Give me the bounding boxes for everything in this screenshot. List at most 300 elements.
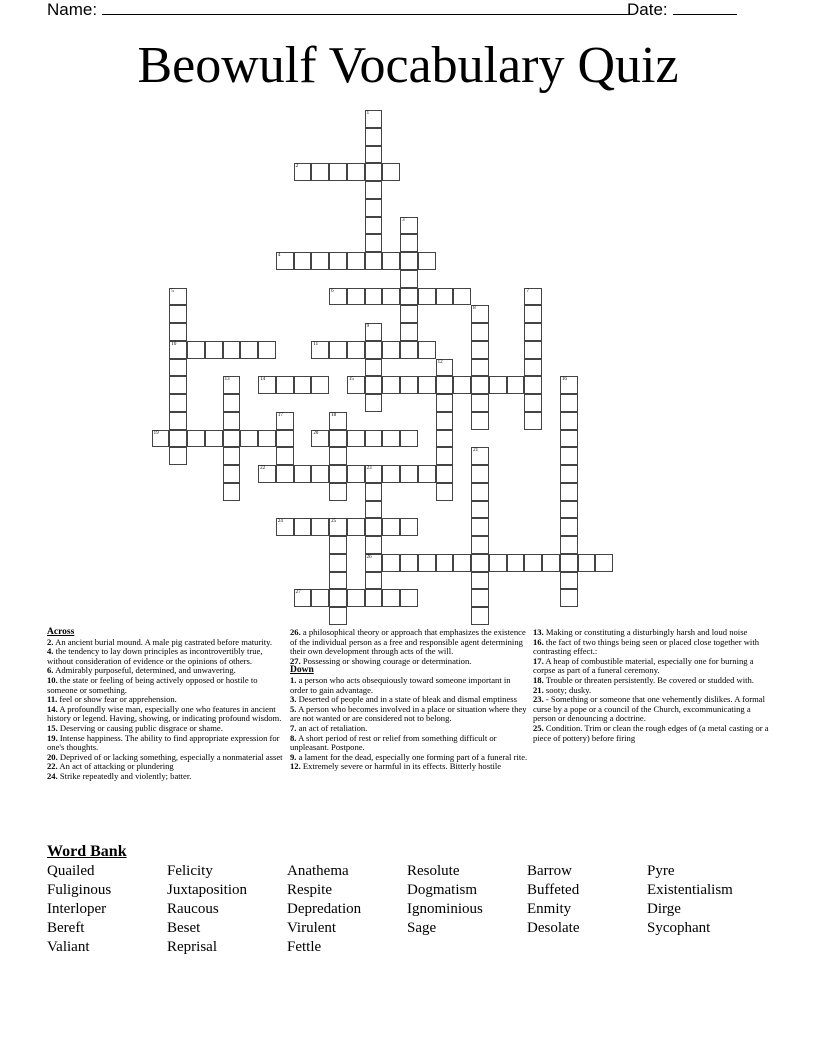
clue-number: 19 xyxy=(153,430,159,436)
grid-cell[interactable] xyxy=(507,376,525,394)
grid-cell[interactable] xyxy=(276,518,294,536)
grid-cell[interactable] xyxy=(382,163,400,181)
grid-cell[interactable] xyxy=(365,554,383,572)
grid-cell[interactable] xyxy=(471,465,489,483)
grid-cell[interactable] xyxy=(560,430,578,448)
word-bank-item: Existentialism xyxy=(647,882,733,898)
grid-cell[interactable] xyxy=(311,518,329,536)
grid-cell[interactable] xyxy=(524,305,542,323)
grid-cell[interactable] xyxy=(578,554,596,572)
grid-cell[interactable] xyxy=(365,589,383,607)
clue-number: 18 xyxy=(331,412,337,418)
grid-cell[interactable] xyxy=(329,288,347,306)
grid-cell[interactable] xyxy=(365,572,383,590)
grid-cell[interactable] xyxy=(365,146,383,164)
grid-cell[interactable] xyxy=(294,589,312,607)
grid-cell[interactable] xyxy=(471,341,489,359)
grid-cell[interactable] xyxy=(365,181,383,199)
grid-cell[interactable] xyxy=(471,501,489,519)
clue-number: 8 xyxy=(473,306,476,312)
grid-cell[interactable] xyxy=(524,554,542,572)
clue-text: Making or constituting a disturbingly harsh and loud noise xyxy=(543,627,748,637)
word-bank-item: Beset xyxy=(167,920,201,936)
grid-cell[interactable] xyxy=(276,447,294,465)
grid-cell[interactable] xyxy=(329,430,347,448)
word-bank-item: Sycophant xyxy=(647,920,711,936)
word-bank-item: Dirge xyxy=(647,901,681,917)
grid-cell[interactable] xyxy=(560,589,578,607)
grid-cell[interactable] xyxy=(329,341,347,359)
grid-cell[interactable] xyxy=(223,376,241,394)
grid-cell[interactable] xyxy=(400,252,418,270)
grid-cell[interactable] xyxy=(187,430,205,448)
clue-number: 21 xyxy=(473,448,479,454)
grid-cell[interactable] xyxy=(187,341,205,359)
clue-text: Deserted of people and in a state of bleak and dismal emptiness xyxy=(296,694,517,705)
clue-number: 16 xyxy=(561,377,567,383)
clue-down xyxy=(290,762,530,772)
grid-cell[interactable] xyxy=(329,163,347,181)
grid-cell[interactable] xyxy=(400,305,418,323)
grid-cell[interactable] xyxy=(276,376,294,394)
grid-cell[interactable] xyxy=(365,163,383,181)
clue-text: a philosophical theory or approach that emphasizes the existence of the individual person as a free and responsible agent determining their own development through acts of the will. xyxy=(290,627,526,657)
grid-cell[interactable] xyxy=(382,589,400,607)
word-bank-item: Quailed xyxy=(47,863,95,879)
grid-cell[interactable] xyxy=(365,501,383,519)
grid-cell[interactable] xyxy=(223,394,241,412)
clue-text: a person who acts obsequiously toward someone important in order to gain advantage. xyxy=(290,674,511,695)
grid-cell[interactable] xyxy=(489,554,507,572)
clue-number: 10 xyxy=(171,341,177,347)
word-bank-item: Barrow xyxy=(527,863,572,879)
grid-cell[interactable] xyxy=(400,430,418,448)
grid-cell[interactable] xyxy=(436,394,454,412)
word-bank-title: Word Bank xyxy=(47,843,127,860)
grid-cell[interactable] xyxy=(169,305,187,323)
grid-cell[interactable] xyxy=(329,412,347,430)
grid-cell[interactable] xyxy=(400,554,418,572)
grid-cell[interactable] xyxy=(365,483,383,501)
grid-cell[interactable] xyxy=(400,234,418,252)
word-bank-item: Enmity xyxy=(527,901,572,917)
clue-number: 3 xyxy=(402,217,405,223)
grid-cell[interactable] xyxy=(560,483,578,501)
grid-cell[interactable] xyxy=(152,430,170,448)
grid-cell[interactable] xyxy=(400,288,418,306)
grid-cell[interactable] xyxy=(436,376,454,394)
grid-cell[interactable] xyxy=(294,376,312,394)
grid-cell[interactable] xyxy=(169,394,187,412)
grid-cell[interactable] xyxy=(560,536,578,554)
clue-number: 26 xyxy=(366,554,372,560)
clue-number: 3. xyxy=(290,694,297,705)
grid-cell[interactable] xyxy=(471,447,489,465)
grid-cell[interactable] xyxy=(418,554,436,572)
grid-cell[interactable] xyxy=(436,359,454,377)
grid-cell[interactable] xyxy=(560,412,578,430)
grid-cell[interactable] xyxy=(365,234,383,252)
clues-column-2 xyxy=(290,628,530,772)
grid-cell[interactable] xyxy=(311,252,329,270)
grid-cell[interactable] xyxy=(365,465,383,483)
grid-cell[interactable] xyxy=(436,288,454,306)
grid-cell[interactable] xyxy=(347,518,365,536)
grid-cell[interactable] xyxy=(382,376,400,394)
grid-cell[interactable] xyxy=(382,518,400,536)
grid-cell[interactable] xyxy=(347,288,365,306)
section-heading: Across xyxy=(47,627,75,637)
word-bank-item: Resolute xyxy=(407,863,460,879)
clue-down xyxy=(533,724,773,743)
clue-down xyxy=(290,734,530,753)
grid-cell[interactable] xyxy=(453,288,471,306)
grid-cell[interactable] xyxy=(524,288,542,306)
grid-cell[interactable] xyxy=(329,607,347,625)
clue-across xyxy=(47,734,287,753)
grid-cell[interactable] xyxy=(329,589,347,607)
clue-number: 26. xyxy=(290,627,301,637)
clues-column-1 xyxy=(47,628,287,782)
grid-cell[interactable] xyxy=(471,305,489,323)
grid-cell[interactable] xyxy=(400,465,418,483)
grid-cell[interactable] xyxy=(471,394,489,412)
grid-cell[interactable] xyxy=(524,359,542,377)
grid-cell[interactable] xyxy=(311,163,329,181)
grid-cell[interactable] xyxy=(471,589,489,607)
clue-text: Admirably purposeful, determined, and unwavering. xyxy=(53,665,236,676)
clue-across xyxy=(290,628,530,657)
grid-cell[interactable] xyxy=(489,376,507,394)
word-bank-item: Raucous xyxy=(167,901,219,917)
grid-cell[interactable] xyxy=(329,252,347,270)
grid-cell[interactable] xyxy=(347,430,365,448)
grid-cell[interactable] xyxy=(205,430,223,448)
grid-cell[interactable] xyxy=(258,430,276,448)
grid-cell[interactable] xyxy=(223,447,241,465)
clue-number: 9 xyxy=(366,324,370,329)
grid-cell[interactable] xyxy=(347,252,365,270)
grid-cell[interactable] xyxy=(542,554,560,572)
clue-number: 13. xyxy=(533,627,544,637)
clue-number: 6 xyxy=(331,288,334,294)
grid-cell[interactable] xyxy=(169,288,187,306)
clue-across xyxy=(47,705,287,724)
clue-number: 15 xyxy=(348,377,354,383)
grid-cell[interactable] xyxy=(347,589,365,607)
clue-number: 20. xyxy=(47,751,58,762)
grid-cell[interactable] xyxy=(471,554,489,572)
grid-cell[interactable] xyxy=(258,376,276,394)
clue-text: Condition. Trim or clean the rough edges of (a metal casting or a piece of pottery) before firing xyxy=(533,722,769,743)
grid-cell[interactable] xyxy=(382,341,400,359)
grid-cell[interactable] xyxy=(471,572,489,590)
clue-text: A heap of combustible material, especially one for burning a corpse as part of a funeral ceremony. xyxy=(533,655,754,676)
grid-cell[interactable] xyxy=(223,483,241,501)
grid-cell[interactable] xyxy=(436,447,454,465)
grid-cell[interactable] xyxy=(276,430,294,448)
clue-number: 7 xyxy=(526,288,529,294)
clue-number: 2. xyxy=(47,636,54,647)
clue-number: 18. xyxy=(533,674,544,685)
clue-number: 11. xyxy=(47,694,58,705)
grid-cell[interactable] xyxy=(436,465,454,483)
clue-number: 23. xyxy=(533,694,544,705)
clue-text: the tendency to lay down principles as incontrovertibly true, without consideration of evidence or the opinions of others. xyxy=(47,646,263,666)
clue-down xyxy=(533,695,773,724)
grid-cell[interactable] xyxy=(311,376,329,394)
grid-cell[interactable] xyxy=(365,518,383,536)
grid-cell[interactable] xyxy=(560,447,578,465)
grid-cell[interactable] xyxy=(294,252,312,270)
word-bank-item: Anathema xyxy=(287,863,349,879)
grid-cell[interactable] xyxy=(436,483,454,501)
clue-down xyxy=(533,657,773,676)
grid-cell[interactable] xyxy=(329,447,347,465)
name-blank-line[interactable] xyxy=(102,0,630,15)
grid-cell[interactable] xyxy=(418,465,436,483)
grid-cell[interactable] xyxy=(258,341,276,359)
clue-number: 22. xyxy=(47,761,58,772)
word-bank-item: Fuliginous xyxy=(47,882,112,898)
clue-number: 27. xyxy=(290,655,301,666)
grid-cell[interactable] xyxy=(276,465,294,483)
grid-cell[interactable] xyxy=(205,341,223,359)
grid-cell[interactable] xyxy=(418,341,436,359)
grid-cell[interactable] xyxy=(560,501,578,519)
word-bank-item: Pyre xyxy=(647,863,675,879)
grid-cell[interactable] xyxy=(365,199,383,217)
clue-text: - Something or someone that one vehemently dislikes. A formal curse by a pope or a council of the Church, excommunicating a person or denouncing a doctrine. xyxy=(533,694,766,724)
grid-cell[interactable] xyxy=(382,465,400,483)
grid-cell[interactable] xyxy=(524,394,542,412)
grid-cell[interactable] xyxy=(329,465,347,483)
grid-cell[interactable] xyxy=(400,376,418,394)
grid-cell[interactable] xyxy=(471,536,489,554)
clue-text: Extremely severe or harmful in its effects. Bitterly hostile xyxy=(300,761,502,772)
clue-text: an act of retaliation. xyxy=(296,722,368,733)
grid-cell[interactable] xyxy=(365,394,383,412)
grid-cell[interactable] xyxy=(400,323,418,341)
grid-cell[interactable] xyxy=(347,465,365,483)
clue-across xyxy=(47,647,287,666)
clue-number: 11 xyxy=(313,341,319,347)
clue-text: Possessing or showing courage or determination. xyxy=(300,655,472,666)
clue-across xyxy=(47,772,287,782)
clue-across xyxy=(290,657,530,667)
clue-number: 24. xyxy=(47,770,58,781)
grid-cell[interactable] xyxy=(453,376,471,394)
clue-text: the state or feeling of being actively opposed or hostile to someone or something. xyxy=(47,674,258,695)
grid-cell[interactable] xyxy=(453,554,471,572)
clue-text: An act of attacking or plundering xyxy=(57,761,174,772)
word-bank-item: Ignominious xyxy=(407,901,483,917)
grid-cell[interactable] xyxy=(169,412,187,430)
clue-number: 7. xyxy=(290,722,297,733)
grid-cell[interactable] xyxy=(365,252,383,270)
grid-cell[interactable] xyxy=(169,323,187,341)
grid-cell[interactable] xyxy=(365,288,383,306)
grid-cell[interactable] xyxy=(311,589,329,607)
grid-cell[interactable] xyxy=(329,572,347,590)
grid-cell[interactable] xyxy=(329,536,347,554)
grid-cell[interactable] xyxy=(471,359,489,377)
grid-cell[interactable] xyxy=(347,163,365,181)
grid-cell[interactable] xyxy=(169,447,187,465)
grid-cell[interactable] xyxy=(365,536,383,554)
grid-cell[interactable] xyxy=(169,376,187,394)
date-blank-line[interactable] xyxy=(673,0,737,15)
clue-number: 10. xyxy=(47,674,58,685)
grid-cell[interactable] xyxy=(560,376,578,394)
grid-cell[interactable] xyxy=(400,341,418,359)
grid-cell[interactable] xyxy=(169,430,187,448)
clue-number: 12 xyxy=(437,359,443,365)
grid-cell[interactable] xyxy=(560,394,578,412)
grid-cell[interactable] xyxy=(169,341,187,359)
clue-text: Deprived of or lacking something, especially a nonmaterial asset xyxy=(57,751,283,762)
grid-cell[interactable] xyxy=(365,341,383,359)
grid-cell[interactable] xyxy=(240,341,258,359)
grid-cell[interactable] xyxy=(365,430,383,448)
grid-cell[interactable] xyxy=(400,270,418,288)
grid-cell[interactable] xyxy=(382,554,400,572)
clue-number: 9. xyxy=(290,751,297,762)
clue-number: 24 xyxy=(277,519,283,525)
word-bank-item: Bereft xyxy=(47,920,85,936)
grid-cell[interactable] xyxy=(560,572,578,590)
grid-cell[interactable] xyxy=(382,252,400,270)
clue-number: 14. xyxy=(47,703,58,714)
grid-cell[interactable] xyxy=(311,341,329,359)
clue-number: 17 xyxy=(277,412,283,418)
grid-cell[interactable] xyxy=(471,607,489,625)
clue-number: 20 xyxy=(313,430,319,436)
grid-cell[interactable] xyxy=(524,412,542,430)
clue-text: A short period of rest or relief from something difficult or unpleasant. Postpone. xyxy=(290,732,497,753)
grid-cell[interactable] xyxy=(294,465,312,483)
clue-number: 16. xyxy=(533,636,544,647)
clue-number: 1. xyxy=(290,674,297,685)
grid-cell[interactable] xyxy=(418,376,436,394)
clue-number: 8. xyxy=(290,732,297,743)
grid-cell[interactable] xyxy=(382,430,400,448)
grid-cell[interactable] xyxy=(276,412,294,430)
clue-down xyxy=(290,705,530,724)
clue-number: 1 xyxy=(366,111,370,116)
grid-cell[interactable] xyxy=(240,430,258,448)
clue-number: 17. xyxy=(533,655,544,666)
clue-number: 2 xyxy=(295,164,299,170)
grid-cell[interactable] xyxy=(400,217,418,235)
name-field[interactable] xyxy=(47,0,630,20)
page-title: Beowulf Vocabulary Quiz xyxy=(137,37,679,94)
grid-cell[interactable] xyxy=(223,412,241,430)
clue-number: 5 xyxy=(171,288,174,294)
grid-cell[interactable] xyxy=(471,483,489,501)
grid-cell[interactable] xyxy=(311,465,329,483)
word-bank-item: Reprisal xyxy=(167,939,217,955)
grid-cell[interactable] xyxy=(524,376,542,394)
word-bank-item: Respite xyxy=(287,882,332,898)
grid-cell[interactable] xyxy=(365,217,383,235)
clue-text: a lament for the dead, especially one forming part of a funeral rite. xyxy=(296,751,528,762)
grid-cell[interactable] xyxy=(329,483,347,501)
grid-cell[interactable] xyxy=(169,359,187,377)
clue-text: the fact of two things being seen or placed close together with contrasting effect.: xyxy=(533,636,760,657)
grid-cell[interactable] xyxy=(471,518,489,536)
word-bank-item: Buffeted xyxy=(527,882,580,898)
grid-cell[interactable] xyxy=(276,252,294,270)
grid-cell[interactable] xyxy=(418,252,436,270)
grid-cell[interactable] xyxy=(223,341,241,359)
grid-cell[interactable] xyxy=(258,465,276,483)
name-label: Name: xyxy=(47,0,98,19)
grid-cell[interactable] xyxy=(223,430,241,448)
grid-cell[interactable] xyxy=(471,376,489,394)
grid-cell[interactable] xyxy=(436,430,454,448)
grid-cell[interactable] xyxy=(365,110,383,128)
grid-cell[interactable] xyxy=(294,163,312,181)
grid-cell[interactable] xyxy=(365,359,383,377)
clue-number: 4. xyxy=(47,646,54,657)
grid-cell[interactable] xyxy=(471,323,489,341)
grid-cell[interactable] xyxy=(400,589,418,607)
clue-number: 13 xyxy=(224,377,230,383)
grid-cell[interactable] xyxy=(382,288,400,306)
date-label: Date: xyxy=(627,0,668,19)
word-bank-item: Desolate xyxy=(527,920,580,936)
clue-number: 6. xyxy=(47,665,54,676)
date-field[interactable] xyxy=(627,0,737,20)
grid-cell[interactable] xyxy=(365,323,383,341)
grid-cell[interactable] xyxy=(347,376,365,394)
grid-cell[interactable] xyxy=(524,341,542,359)
grid-cell[interactable] xyxy=(436,554,454,572)
grid-cell[interactable] xyxy=(507,554,525,572)
grid-cell[interactable] xyxy=(329,554,347,572)
clue-down xyxy=(290,676,530,695)
grid-cell[interactable] xyxy=(560,518,578,536)
grid-cell[interactable] xyxy=(560,465,578,483)
clue-text: A profoundly wise man, especially one who features in ancient history or legend. Having, showing, or indicating profound wisdom. xyxy=(47,703,282,724)
word-bank-item: Interloper xyxy=(47,901,107,917)
clue-down xyxy=(533,638,773,657)
clue-number: 27 xyxy=(295,590,301,596)
grid-cell[interactable] xyxy=(365,376,383,394)
grid-cell[interactable] xyxy=(347,341,365,359)
grid-cell[interactable] xyxy=(595,554,613,572)
word-bank-item: Valiant xyxy=(47,939,90,955)
grid-cell[interactable] xyxy=(294,518,312,536)
grid-cell[interactable] xyxy=(560,554,578,572)
grid-cell[interactable] xyxy=(223,465,241,483)
word-bank xyxy=(47,862,787,957)
word-bank-item: Depredation xyxy=(287,901,362,917)
clue-number: 15. xyxy=(47,722,58,733)
clues-column-3 xyxy=(533,628,773,743)
grid-cell[interactable] xyxy=(400,518,418,536)
grid-cell[interactable] xyxy=(436,412,454,430)
word-bank-item: Sage xyxy=(407,920,437,936)
grid-cell[interactable] xyxy=(471,412,489,430)
grid-cell[interactable] xyxy=(524,323,542,341)
grid-cell[interactable] xyxy=(418,288,436,306)
clue-number: 22 xyxy=(260,466,266,471)
grid-cell[interactable] xyxy=(365,128,383,146)
grid-cell[interactable] xyxy=(311,430,329,448)
grid-cell[interactable] xyxy=(329,518,347,536)
